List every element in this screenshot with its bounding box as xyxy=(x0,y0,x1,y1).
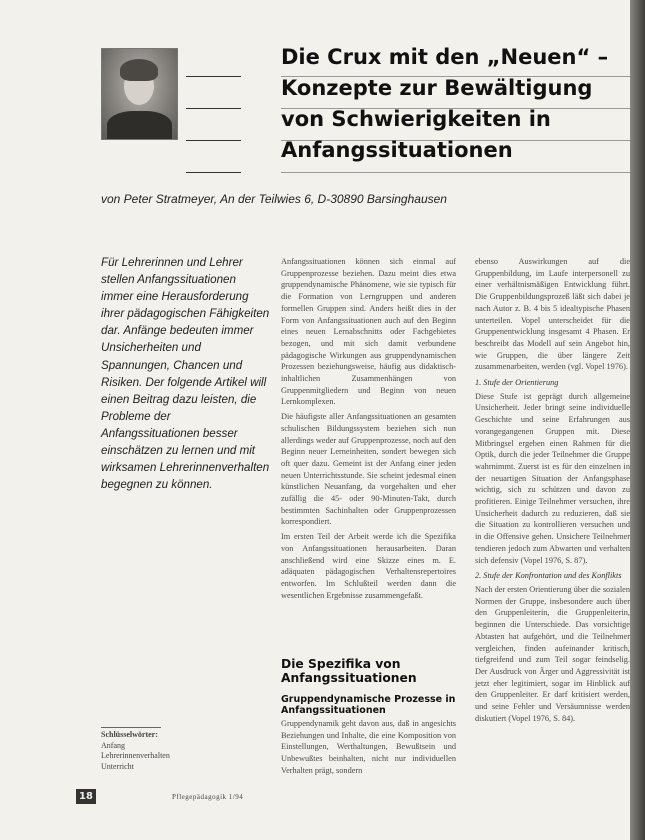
stage-subheading: 2. Stufe der Konfrontation und des Konflikts xyxy=(475,571,622,581)
stage-subheading: 1. Stufe der Orientierung xyxy=(475,378,559,388)
title-rule xyxy=(186,108,241,109)
body-paragraph: ebenso Auswirkungen auf die Gruppenbildung, im Laufe interpersonell zu einer verhältnismäßigen Entwicklung führt. Die Gruppenbildungsprozeß läßt sich dabei je nach Autor z. B. 4 bis 5 idealtypische Phasen unterteilen. Vopel unterscheidet für die Gruppenentwicklung insgesamt 4 Phasen. Er beschreibt das Modell auf sein Angebot hin, wie Gruppen, die über längere Zeit zusammenarbeiten, werden (vgl. Vopel 1976). xyxy=(475,257,630,372)
title-line: Die Crux mit den „Neuen“ – xyxy=(281,45,609,69)
page-number: 18 xyxy=(76,789,96,804)
body-paragraph: Die häufigste aller Anfangssituationen an gesamten schulischen Bildungssystem beziehen sich nun allerdings weder auf Gruppenprozesse, noch auf den Beginn neuer Lerneinheiten, sondert bewegen sich oft quer dazu. Gemeint ist der Anfang einer jeden neuen Unterrichtsstunde. Sie scheint jedesmal einen künstlichen Neuanfang, da vorgehalten und eher zufällig die 45- oder 90-Minuten-Takt, durch bestimmten Sachinhalten oder Gruppenprozessen korrespondiert. xyxy=(281,412,456,527)
body-paragraph: Gruppendynamik geht davon aus, daß in angesichts Beziehungen und Inhalte, die eine Komposition von Einstellungen, Werthaltungen, Bewußtsein und Unbewußtes beinhalten, nicht nur individuellen Verhalten prägt, sondern xyxy=(281,719,456,775)
subsection-heading: Gruppendynamische Prozesse in Anfangssituationen xyxy=(281,694,456,716)
photo-hair xyxy=(120,59,158,81)
body-column-right xyxy=(475,256,630,727)
title-line: von Schwierigkeiten in xyxy=(281,107,551,131)
journal-footer: Pflegepädagogik 1/94 xyxy=(172,793,244,801)
body-paragraph: Nach der ersten Orientierung über die sozialen Normen der Gruppe, insbesondere auch über den Gruppenleiterin, die Gruppenleiterin, beginnen die Unterschiede. Das vorsichtige Abtasten hat aufgehört, und die Teilnehmer vergleichen, finden aufeinander kritisch, tiefgreifend und zum Teil sogar feindselig. Der Ausdruck von Ärger und Aggressivität ist jetzt eher legitimiert, sogar im Hinblick auf den Gruppenleiter. Er darf kritisiert werden, und seine Fehler und Versäumnisse werden diskutiert (Vopel 1976, S. 84). xyxy=(475,584,630,723)
title-rule xyxy=(186,172,241,173)
article-title xyxy=(281,42,608,166)
body-column-middle xyxy=(281,256,456,604)
keyword: Lehrerinnenverhalten xyxy=(101,751,170,760)
title-underline xyxy=(281,172,630,173)
body-paragraph: Im ersten Teil der Arbeit werde ich die Spezifika von Anfangssituationen herausarbeiten. Daran anschließend wird eine Skizze eines m. E. adäquaten pädagogischen Verhaltensrepertoires entworfen. Im Schlußteil werden dann die wesentlichen Ergebnisse zusammengefaßt. xyxy=(281,532,456,600)
title-line: Konzepte zur Bewältigung xyxy=(281,76,593,100)
book-spine-shadow xyxy=(630,0,645,840)
title-rule xyxy=(186,140,241,141)
body-paragraph: Diese Stufe ist geprägt durch allgemeine Unsicherheit. Jeder bringt seine individuelle Geschichte und seine Erfahrungen aus vorangegangenen Gruppen mit. Diese Mitbringsel ergeben einen Rahmen für die Optik, durch die jeder Teilnehmer die Gruppe wahrnimmt. Zuerst ist es für den einzelnen in der neuartigen Situation der Anfangsphase wichtig, sich zu schützen und davon zu profitieren. Einige Teilnehmer versuchen, ihre Unsicherheit dadurch zu reduzieren, daß sie die Situation zu kontrollieren versuchen und in die Offensive gehen. Unsichere Teilnehmer tendieren jedoch zum Abwarten und verhalten sich defensiv (Vopel 1976, S. 87). xyxy=(475,391,630,565)
body-paragraph: Anfangssituationen können sich einmal auf Gruppenprozesse beziehen. Dazu meint dies etwa gruppendynamische Phänomene, wie sie typisch für die Formation von Lerngruppen und anderen formellen Gruppen sind. Anders heißt dies in der Form von Anfangssituationen auch auf den Beginn eines neuen Lernabschnitts oder Fachgebietes bezogen, und mit sich damit verbundene pädagogische Wirkungen aus gruppendynamischen Prozessen beziehungsweise, häufig aus didaktisch-inhaltlichen Zusammenhängen von Gruppenmitgliedern und Beginn von neuen Lernkomplexen. xyxy=(281,257,456,407)
author-byline: von Peter Stratmeyer, An der Teilwies 6, D-30890 Barsinghausen xyxy=(101,192,447,206)
author-photo xyxy=(101,48,178,140)
keywords-label: Schlüsselwörter: xyxy=(101,730,158,739)
abstract: Für Lehrerinnen und Lehrer stellen Anfangssituationen immer eine Herausforderung ihrer pädagogischen Fähigkeiten dar. Anfänge bedeuten immer Unsicherheiten und Spannungen, Chancen und Risiken. Der folgende Artikel will einen Beitrag dazu leisten, die Probleme der Anfangssituationen besser einschätzen zu lernen und mit wirksamen Lehrerinnenverhalten begegnen zu können. xyxy=(101,256,270,492)
title-line: Anfangssituationen xyxy=(281,138,513,162)
section-heading: Die Spezifika von Anfangssituationen xyxy=(281,657,417,685)
keyword: Anfang xyxy=(101,740,125,750)
title-rule xyxy=(186,76,241,77)
body-column-middle-continued xyxy=(281,718,456,780)
keywords-box xyxy=(101,730,241,772)
keywords-rule xyxy=(101,727,161,728)
keyword: Unterricht xyxy=(101,761,134,771)
photo-shoulders xyxy=(107,111,172,140)
